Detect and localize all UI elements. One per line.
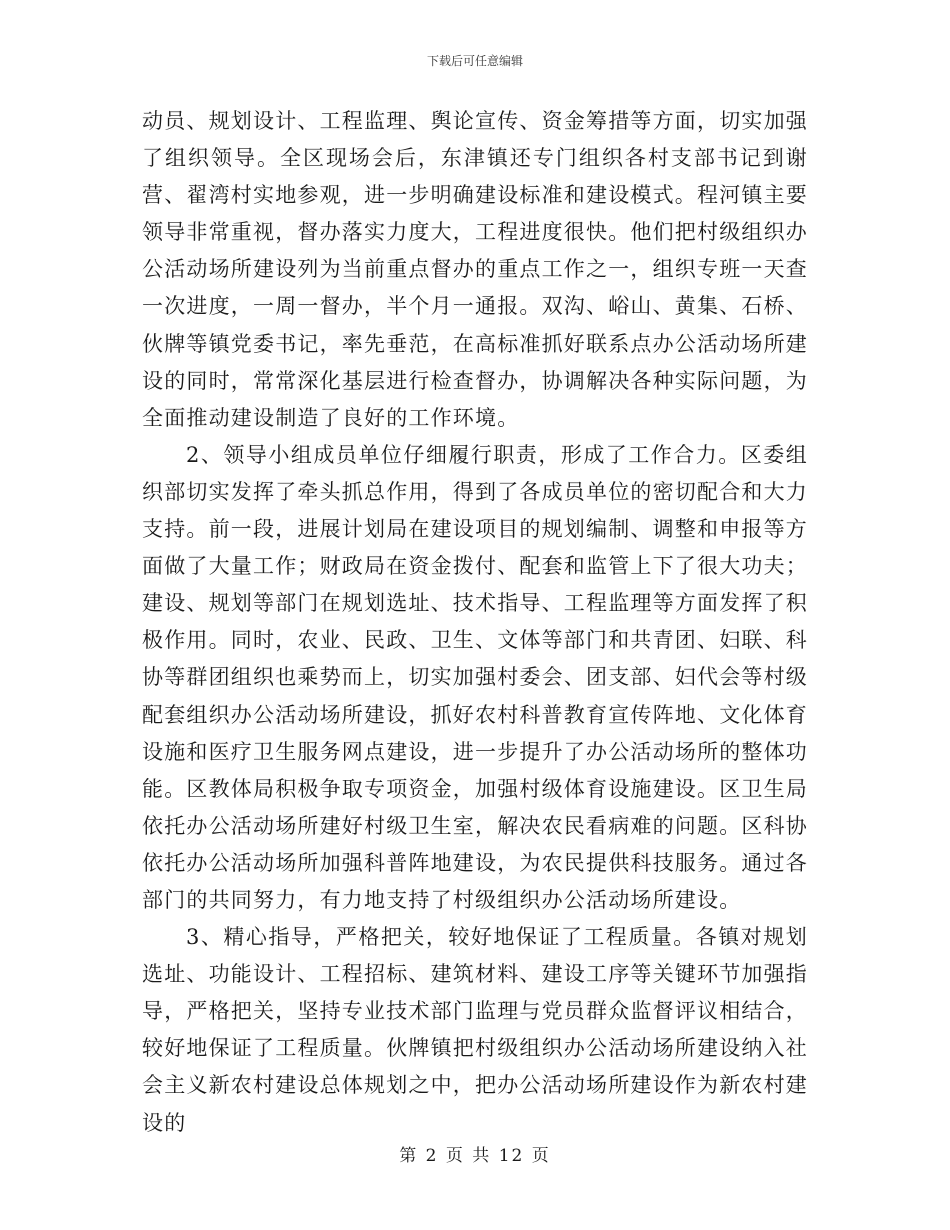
page-footer: 第 2 页 共 12 页 [399,1146,551,1166]
paragraph-1: 动员、规划设计、工程监理、舆论宣传、资金筹措等方面，切实加强了组织领导。全区现场会后，东津镇还专门组织各村支部书记到谢营、翟湾村实地参观，进一步明确建设标准和建设模式。程河镇主要领导非常重视，督办落实力度大，工程进度很快。他们把村级组织办公活动场所建设列为当前重点督办的重点工作之一，组织专班一天查一次进度，一周一督办，半个月一通报。双沟、峪山、黄集、石桥、伙牌等镇党委书记，率先垂范，在高标准抓好联系点办公活动场所建设的同时，常常深化基层进行检查督办，协调解决各种实际问题，为全面推动建设制造了良好的工作环境。 [142,109,808,430]
paragraph-2: 2、领导小组成员单位仔细履行职责，形成了工作合力。区委组织部切实发挥了牵头抓总作用，得到了各成员单位的密切配合和大力支持。前一段，进展计划局在建设项目的规划编制、调整和申报等方面做了大量工作；财政局在资金拨付、配套和监管上下了很大功夫；建设、规划等部门在规划选址、技术指导、工程监理等方面发挥了积极作用。同时，农业、民政、卫生、文体等部门和共青团、妇联、科协等群团组织也乘势而上，切实加强村委会、团支部、妇代会等村级配套组织办公活动场所建设，抓好农村科普教育宣传阵地、文化体育设施和医疗卫生服务网点建设，进一步提升了办公活动场所的整体功能。区教体局积极争取专项资金，加强村级体育设施建设。区卫生局依托办公活动场所建好村级卫生室，解决农民看病难的问题。区科协依托办公活动场所加强科普阵地建设，为农民提供科技服务。通过各部门的共同努力，有力地支持了村级组织办公活动场所建设。 [142,442,808,912]
document-body [142,103,808,1142]
page-header: 下载后可任意编辑 [426,54,523,68]
paragraph-3: 3、精心指导，严格把关，较好地保证了工程质量。各镇对规划选址、功能设计、工程招标、建筑材料、建设工序等关键环节加强指导，严格把关，坚持专业技术部门监理与党员群众监督评议相结合，较好地保证了工程质量。伙牌镇把村级组织办公活动场所建设纳入社会主义新农村建设总体规划之中，把办公活动场所建设作为新农村建设的 [142,925,808,1135]
